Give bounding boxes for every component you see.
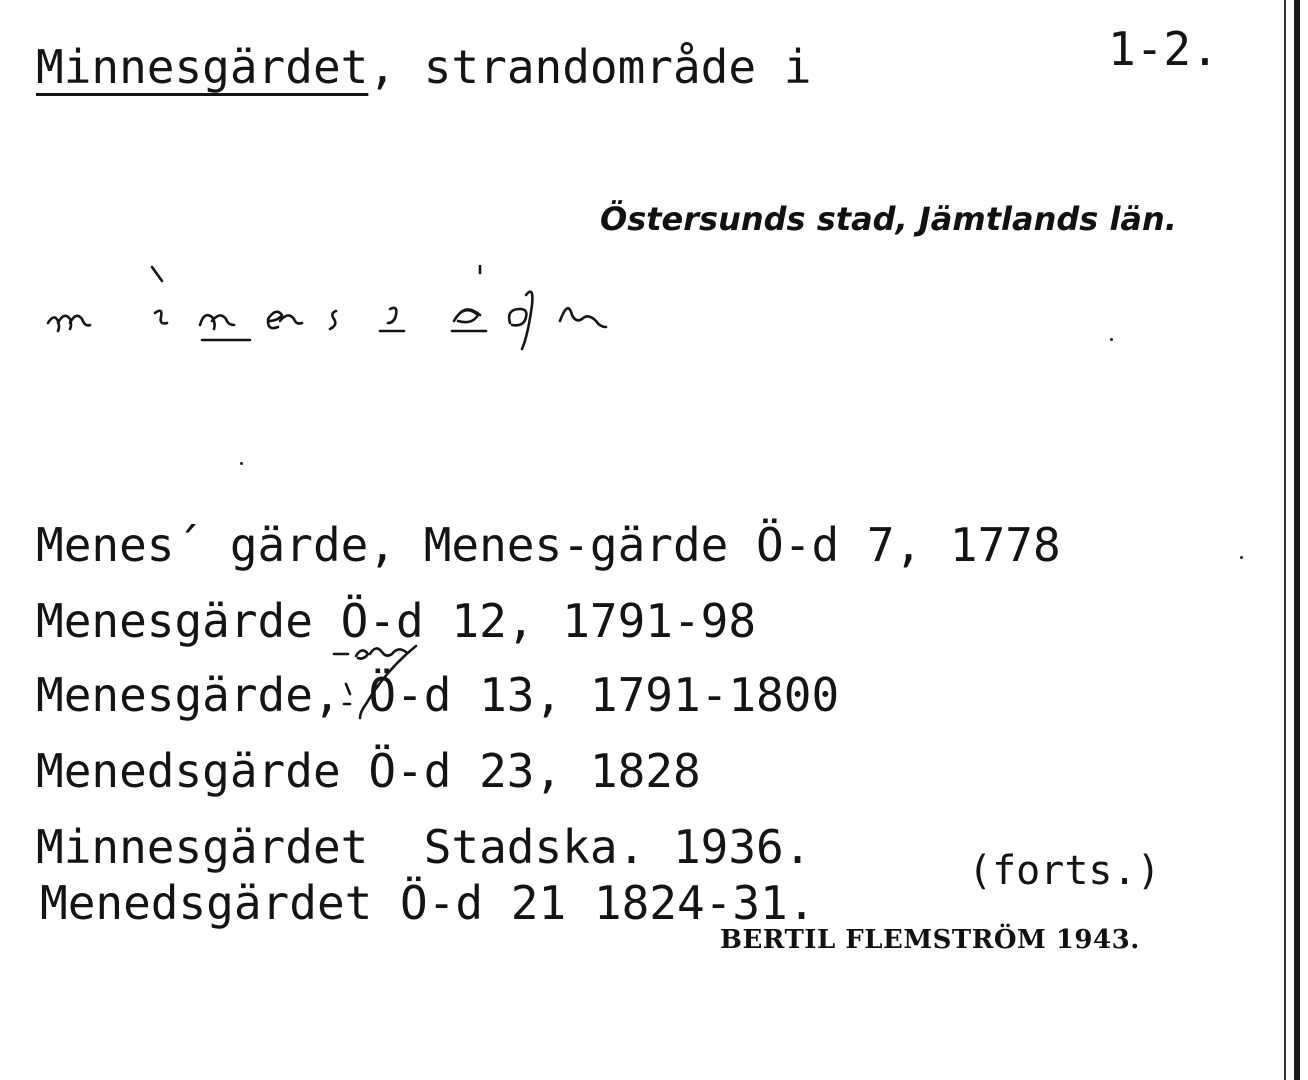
card-edge xyxy=(1294,0,1300,1080)
form-entry: Menedsgärdet Ö-d 21 1824-31. xyxy=(40,876,816,930)
headword-line xyxy=(36,40,811,94)
form-entry: Menes´ gärde, Menes-gärde Ö-d 7, 1778 xyxy=(36,518,1061,572)
region-stamp: Östersunds stad, Jämtlands län. xyxy=(600,200,1177,238)
continued-note: (forts.) xyxy=(968,848,1161,894)
card-edge-line xyxy=(1284,0,1286,1080)
speck xyxy=(1110,338,1113,341)
form-entry: Menesgärde, Ö-d 13, 1791-1800 xyxy=(36,668,840,722)
handwritten-annotation xyxy=(320,640,450,720)
phonetic-transcription xyxy=(40,265,640,365)
card-number: 1-2. xyxy=(1108,22,1219,76)
speck xyxy=(240,462,243,465)
form-entry: Menedsgärde Ö-d 23, 1828 xyxy=(36,744,701,798)
headword: Minnesgärdet xyxy=(36,40,369,94)
speck xyxy=(1240,556,1243,559)
form-entry: Menesgärde Ö-d 12, 1791-98 xyxy=(36,594,757,648)
headword-suffix: , strandområde i xyxy=(368,40,812,94)
signature-stamp: BERTIL FLEMSTRÖM 1943. xyxy=(720,925,1140,955)
form-entry: Minnesgärdet Stadska. 1936. xyxy=(36,820,812,874)
